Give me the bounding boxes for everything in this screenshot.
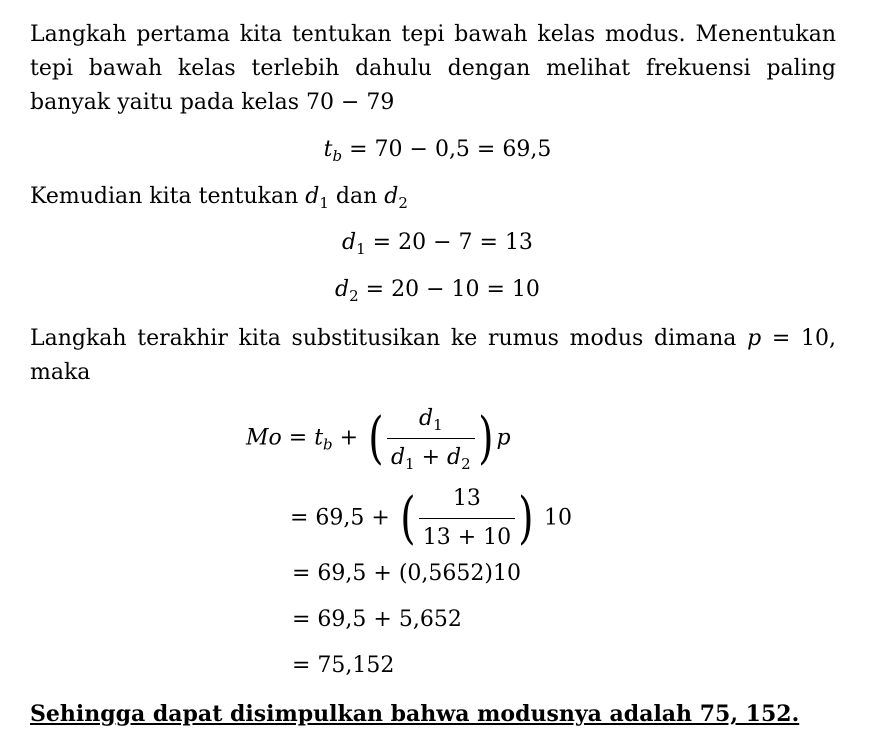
intro-line-1: Langkah pertama kita tentukan tepi bawah kelas modus. Menentukan bbox=[30, 22, 836, 47]
tb-sub: b bbox=[332, 147, 343, 165]
formula-p: p bbox=[496, 425, 511, 451]
step1-numerator: 13 bbox=[419, 482, 515, 519]
eq-d2-var: d bbox=[335, 277, 350, 302]
left-paren: ( bbox=[368, 405, 384, 471]
formula-fraction bbox=[387, 402, 475, 475]
eq-d1-var: d bbox=[342, 230, 357, 255]
equation-tb bbox=[0, 133, 875, 167]
dan-text: dan bbox=[328, 184, 385, 209]
mo-eq: = bbox=[281, 425, 315, 451]
d2-sub: 2 bbox=[398, 194, 408, 212]
right-paren: ) bbox=[477, 405, 494, 471]
eq-d1-rhs: = 20 − 7 = 13 bbox=[365, 230, 533, 255]
tb-var: t bbox=[323, 137, 333, 162]
step1-left-paren: ( bbox=[400, 485, 416, 551]
intro-line-3: banyak yaitu pada kelas 70 − 79 bbox=[30, 90, 395, 115]
intro-line-2: tepi bawah kelas terlebih dahulu dengan melihat frekuensi paling bbox=[30, 56, 836, 81]
step1-fraction bbox=[419, 482, 515, 555]
p-var: p bbox=[747, 326, 762, 351]
conclusion: Sehingga dapat disimpulkan bahwa modusnya adalah 75, 152. bbox=[30, 701, 800, 727]
eq-d1-sub: 1 bbox=[356, 240, 366, 258]
langkah-line-2: maka bbox=[30, 360, 91, 385]
langkah-p-value: = 10, bbox=[761, 326, 836, 351]
formula-t-sub: b bbox=[323, 435, 333, 454]
step1-lhs: = 69,5 + bbox=[290, 505, 397, 531]
equation-d1 bbox=[0, 226, 875, 260]
d1-var: d bbox=[305, 184, 320, 209]
mo-symbol: Mo bbox=[246, 425, 282, 451]
tb-rhs: = 70 − 0,5 = 69,5 bbox=[342, 137, 552, 162]
step1-denominator: 13 + 10 bbox=[422, 525, 512, 550]
mode-formula bbox=[246, 402, 511, 475]
step-1 bbox=[290, 482, 572, 555]
formula-plus: + bbox=[332, 425, 366, 451]
step1-fraction-group bbox=[397, 482, 537, 555]
d1-sub: 1 bbox=[319, 194, 329, 212]
langkah-line-1 bbox=[30, 322, 836, 356]
equation-d2 bbox=[0, 273, 875, 307]
step-2: = 69,5 + (0,5652)10 bbox=[292, 561, 521, 586]
formula-denominator: $d_1 + d_2$ bbox=[390, 445, 471, 473]
formula-fraction-group bbox=[365, 402, 496, 475]
formula-numerator: $d_1$ bbox=[387, 402, 475, 439]
step-4: = 75,152 bbox=[292, 653, 395, 678]
formula-t: t bbox=[314, 425, 324, 451]
eq-d2-rhs: = 20 − 10 = 10 bbox=[358, 277, 540, 302]
langkah-text: Langkah terakhir kita substitusikan ke rumus modus dimana bbox=[30, 326, 748, 351]
step1-right-paren: ) bbox=[518, 485, 534, 551]
step1-tail: 10 bbox=[536, 505, 572, 531]
step-3: = 69,5 + 5,652 bbox=[292, 607, 462, 632]
kemudian-text: Kemudian kita tentukan bbox=[30, 184, 306, 209]
eq-d2-sub: 2 bbox=[349, 287, 359, 305]
d2-var: d bbox=[384, 184, 399, 209]
kemudian-line bbox=[30, 180, 408, 214]
